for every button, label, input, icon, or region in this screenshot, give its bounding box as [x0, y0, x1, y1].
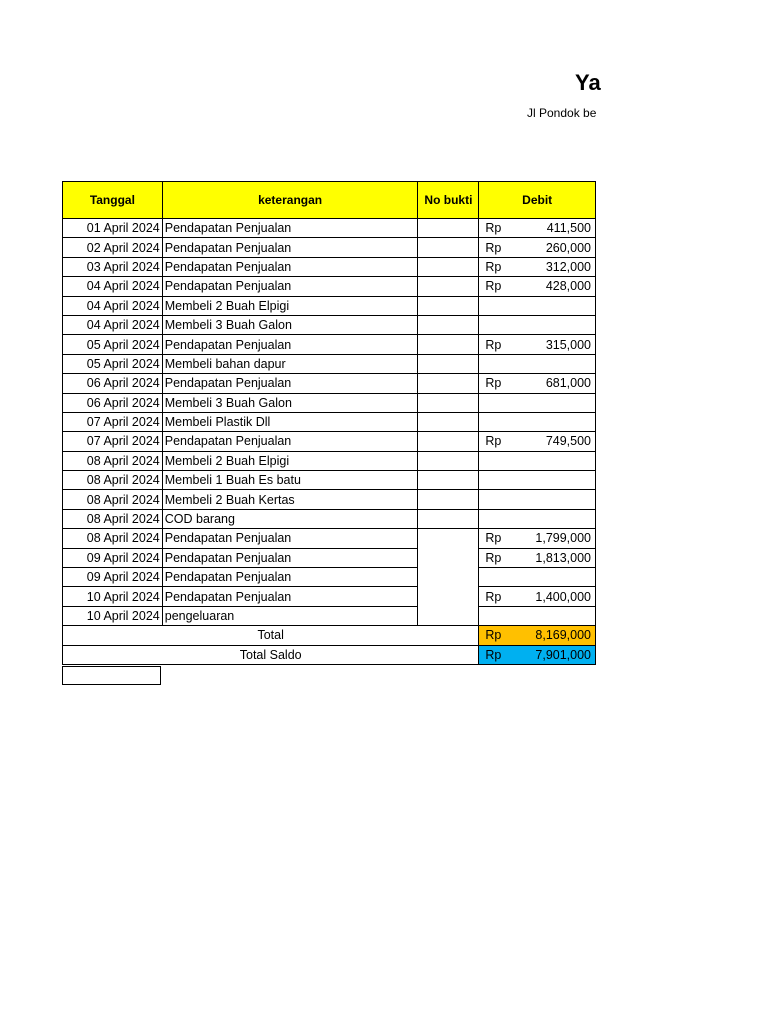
cell-debit [479, 471, 596, 490]
table-row [63, 374, 596, 393]
cell-keterangan: Pendapatan Penjualan [162, 219, 418, 238]
table-row [63, 219, 596, 238]
cell-keterangan: Membeli 3 Buah Galon [162, 315, 418, 334]
header-keterangan: keterangan [162, 182, 418, 219]
debit-value: 315,000 [545, 337, 591, 352]
cell-keterangan: Membeli 2 Buah Kertas [162, 490, 418, 509]
cell-keterangan: Pendapatan Penjualan [162, 277, 418, 296]
currency-label: Rp [485, 376, 502, 391]
cell-keterangan: pengeluaran [162, 606, 418, 625]
cell-tanggal: 09 April 2024 [63, 548, 163, 567]
cell-no-bukti [418, 315, 479, 334]
cell-keterangan: Pendapatan Penjualan [162, 529, 418, 548]
currency-label: Rp [485, 337, 502, 352]
total-value: 8,169,000 [535, 628, 591, 643]
header-debit: Debit [479, 182, 596, 219]
table-row [63, 315, 596, 334]
cell-no-bukti [418, 238, 479, 257]
cell-no-bukti [418, 277, 479, 296]
saldo-label: Total Saldo [63, 645, 479, 664]
cell-tanggal: 04 April 2024 [63, 315, 163, 334]
cell-tanggal: 07 April 2024 [63, 432, 163, 451]
cell-no-bukti [418, 335, 479, 354]
table-row [63, 529, 596, 548]
cell-no-bukti-merged [418, 529, 479, 626]
cell-tanggal: 09 April 2024 [63, 568, 163, 587]
cell-tanggal: 08 April 2024 [63, 509, 163, 528]
company-title: Ya [575, 70, 601, 95]
table-row [63, 451, 596, 470]
cell-debit [479, 548, 596, 567]
currency-label: Rp [485, 531, 502, 546]
cell-debit [479, 374, 596, 393]
cell-tanggal: 10 April 2024 [63, 587, 163, 606]
company-address: Jl Pondok be [527, 106, 597, 120]
cell-no-bukti [418, 296, 479, 315]
table-row [63, 587, 596, 606]
cell-tanggal: 06 April 2024 [63, 374, 163, 393]
debit-value: 681,000 [545, 376, 591, 391]
cell-no-bukti [418, 451, 479, 470]
cell-debit [479, 568, 596, 587]
cell-debit [479, 354, 596, 373]
cell-keterangan: Pendapatan Penjualan [162, 432, 418, 451]
cell-tanggal: 04 April 2024 [63, 277, 163, 296]
currency-label: Rp [485, 279, 502, 294]
cell-tanggal: 05 April 2024 [63, 354, 163, 373]
debit-value: 428,000 [545, 279, 591, 294]
cell-keterangan: Pendapatan Penjualan [162, 335, 418, 354]
cell-keterangan: Membeli 2 Buah Elpigi [162, 451, 418, 470]
cell-tanggal: 10 April 2024 [63, 606, 163, 625]
table-row [63, 548, 596, 567]
header-tanggal: Tanggal [63, 182, 163, 219]
cell-tanggal: 01 April 2024 [63, 219, 163, 238]
cell-keterangan: Membeli bahan dapur [162, 354, 418, 373]
table-row [63, 509, 596, 528]
cell-tanggal: 05 April 2024 [63, 335, 163, 354]
cell-no-bukti [418, 432, 479, 451]
debit-value: 1,799,000 [535, 531, 591, 546]
cell-tanggal: 08 April 2024 [63, 490, 163, 509]
cell-tanggal: 07 April 2024 [63, 412, 163, 431]
cell-no-bukti [418, 412, 479, 431]
debit-value: 1,400,000 [535, 589, 591, 604]
cell-debit [479, 587, 596, 606]
debit-value: 312,000 [545, 259, 591, 274]
currency-label: Rp [485, 647, 502, 662]
cell-debit [479, 432, 596, 451]
cell-keterangan: Pendapatan Penjualan [162, 587, 418, 606]
currency-label: Rp [485, 589, 502, 604]
cell-debit [479, 529, 596, 548]
cell-no-bukti [418, 490, 479, 509]
table-row [63, 393, 596, 412]
table-row [63, 354, 596, 373]
currency-label: Rp [485, 434, 502, 449]
cell-debit [479, 490, 596, 509]
cell-no-bukti [418, 393, 479, 412]
cell-tanggal: 02 April 2024 [63, 238, 163, 257]
total-value-cell [479, 626, 596, 645]
debit-value: 1,813,000 [535, 550, 591, 565]
saldo-row [63, 645, 596, 664]
table-row [63, 568, 596, 587]
saldo-value-cell [479, 645, 596, 664]
cell-debit [479, 509, 596, 528]
total-row [63, 626, 596, 645]
cell-keterangan: Membeli Plastik Dll [162, 412, 418, 431]
currency-label: Rp [485, 240, 502, 255]
cell-debit [479, 219, 596, 238]
table-row [63, 335, 596, 354]
table-row [63, 432, 596, 451]
table-row [63, 471, 596, 490]
cell-keterangan: COD barang [162, 509, 418, 528]
cell-debit [479, 315, 596, 334]
cell-keterangan: Membeli 2 Buah Elpigi [162, 296, 418, 315]
cell-tanggal: 03 April 2024 [63, 257, 163, 276]
cell-no-bukti [418, 509, 479, 528]
debit-value: 749,500 [545, 434, 591, 449]
currency-label: Rp [485, 628, 502, 643]
table-row [63, 490, 596, 509]
debit-value: 411,500 [546, 221, 591, 236]
ledger-body [63, 219, 596, 626]
table-row [63, 277, 596, 296]
table-row [63, 238, 596, 257]
cell-keterangan: Membeli 1 Buah Es batu [162, 471, 418, 490]
cell-debit [479, 335, 596, 354]
cell-tanggal: 08 April 2024 [63, 471, 163, 490]
cell-no-bukti [418, 374, 479, 393]
cell-debit [479, 296, 596, 315]
cell-debit [479, 393, 596, 412]
total-label: Total [63, 626, 479, 645]
cell-keterangan: Pendapatan Penjualan [162, 257, 418, 276]
table-header-row [63, 182, 596, 219]
cell-debit [479, 606, 596, 625]
table-row [63, 257, 596, 276]
table-row [63, 606, 596, 625]
currency-label: Rp [485, 221, 502, 236]
ledger-table [62, 181, 596, 665]
cell-debit [479, 451, 596, 470]
table-row [63, 412, 596, 431]
cell-no-bukti [418, 257, 479, 276]
cell-tanggal: 08 April 2024 [63, 529, 163, 548]
cell-keterangan: Pendapatan Penjualan [162, 238, 418, 257]
cell-debit [479, 412, 596, 431]
table-row [63, 296, 596, 315]
cell-debit [479, 238, 596, 257]
cell-keterangan: Membeli 3 Buah Galon [162, 393, 418, 412]
saldo-value: 7,901,000 [535, 647, 591, 662]
cell-tanggal: 04 April 2024 [63, 296, 163, 315]
cell-keterangan: Pendapatan Penjualan [162, 548, 418, 567]
cell-tanggal: 08 April 2024 [63, 451, 163, 470]
cell-keterangan: Pendapatan Penjualan [162, 568, 418, 587]
cell-no-bukti [418, 219, 479, 238]
cell-tanggal: 06 April 2024 [63, 393, 163, 412]
debit-value: 260,000 [545, 240, 591, 255]
cell-no-bukti [418, 354, 479, 373]
currency-label: Rp [485, 550, 502, 565]
header-no-bukti: No bukti [418, 182, 479, 219]
cell-no-bukti [418, 471, 479, 490]
cell-debit [479, 257, 596, 276]
empty-cell [62, 666, 161, 685]
currency-label: Rp [485, 259, 502, 274]
cell-keterangan: Pendapatan Penjualan [162, 374, 418, 393]
cell-debit [479, 277, 596, 296]
